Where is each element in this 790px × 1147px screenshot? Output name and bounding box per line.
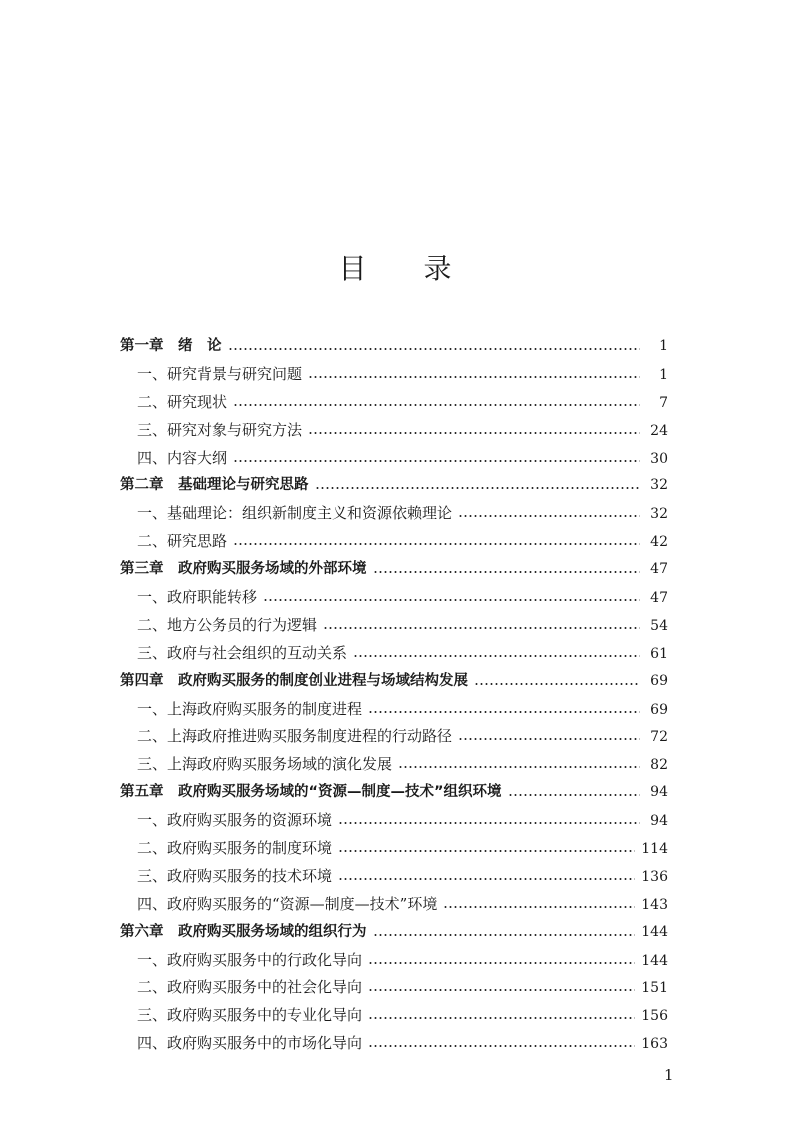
toc-entry-label: 一、政府购买服务的资源环境 bbox=[137, 811, 333, 830]
toc-entry-label: 一、政府购买服务中的行政化导向 bbox=[137, 950, 363, 969]
dot-leader bbox=[323, 627, 640, 629]
dot-leader bbox=[458, 515, 640, 517]
dot-leader bbox=[233, 404, 640, 406]
dot-leader bbox=[443, 906, 635, 908]
toc-section-entry bbox=[120, 723, 668, 751]
toc-section-entry bbox=[120, 751, 668, 779]
toc-entry-page: 42 bbox=[650, 534, 668, 551]
toc-entry-label: 三、政府与社会组织的互动关系 bbox=[137, 643, 348, 662]
toc-section-entry bbox=[120, 500, 668, 528]
toc-entry-page: 94 bbox=[650, 784, 668, 801]
toc-entry-label: 三、政府购买服务中的专业化导向 bbox=[137, 1006, 363, 1025]
toc-section-entry bbox=[120, 417, 668, 445]
toc-entry-page: 32 bbox=[650, 506, 668, 523]
toc-entry-label: 四、政府购买服务中的市场化导向 bbox=[137, 1034, 363, 1053]
toc-entry-page: 156 bbox=[641, 1008, 668, 1025]
toc-entry-page: 32 bbox=[650, 477, 668, 494]
dot-leader bbox=[263, 599, 640, 601]
toc-entry-label: 一、基础理论：组织新制度主义和资源依赖理论 bbox=[137, 504, 453, 523]
dot-leader bbox=[308, 376, 640, 378]
toc-section-entry bbox=[120, 947, 668, 975]
dot-leader bbox=[368, 1017, 635, 1019]
dot-leader bbox=[368, 989, 635, 991]
table-of-contents bbox=[120, 333, 668, 1058]
toc-entry-label: 二、研究现状 bbox=[137, 392, 228, 411]
page-title: 目 录 bbox=[338, 251, 476, 285]
toc-chapter-entry bbox=[120, 472, 668, 500]
toc-chapter-entry bbox=[120, 556, 668, 584]
toc-entry-page: 30 bbox=[650, 450, 668, 467]
toc-entry-page: 54 bbox=[650, 617, 668, 634]
dot-leader bbox=[353, 655, 640, 657]
dot-leader bbox=[308, 432, 640, 434]
toc-entry-page: 47 bbox=[650, 590, 668, 607]
toc-entry-label: 一、研究背景与研究问题 bbox=[137, 364, 303, 383]
toc-entry-page: 136 bbox=[641, 868, 668, 885]
toc-entry-page: 7 bbox=[659, 394, 668, 411]
toc-section-entry bbox=[120, 974, 668, 1002]
dot-leader bbox=[338, 850, 635, 852]
toc-entry-label: 一、政府职能转移 bbox=[137, 588, 258, 607]
toc-section-entry bbox=[120, 389, 668, 417]
toc-entry-label: 二、上海政府推进购买服务制度进程的行动路径 bbox=[137, 727, 453, 746]
toc-entry-label: 四、内容大纲 bbox=[137, 448, 228, 467]
toc-entry-label: 三、上海政府购买服务场域的演化发展 bbox=[137, 755, 393, 774]
dot-leader bbox=[368, 1045, 635, 1047]
dot-leader bbox=[398, 766, 640, 768]
toc-chapter-entry bbox=[120, 779, 668, 807]
toc-entry-label: 第三章 政府购买服务场域的外部环境 bbox=[120, 561, 367, 578]
toc-entry-page: 144 bbox=[641, 952, 668, 969]
toc-section-entry bbox=[120, 1002, 668, 1030]
toc-entry-page: 72 bbox=[650, 729, 668, 746]
toc-entry-page: 1 bbox=[659, 338, 668, 354]
toc-section-entry bbox=[120, 361, 668, 389]
dot-leader bbox=[338, 822, 640, 824]
toc-chapter-entry bbox=[120, 919, 668, 947]
dot-leader bbox=[338, 878, 635, 880]
toc-entry-page: 114 bbox=[641, 841, 668, 858]
dot-leader bbox=[458, 738, 640, 740]
toc-entry-label: 四、政府购买服务的“资源—制度—技术”环境 bbox=[137, 894, 438, 913]
dot-leader bbox=[228, 348, 641, 350]
dot-leader bbox=[233, 460, 640, 462]
toc-section-entry bbox=[120, 445, 668, 473]
toc-entry-label: 第五章 政府购买服务场域的“资源—制度—技术”组织环境 bbox=[120, 784, 502, 801]
toc-entry-page: 47 bbox=[650, 561, 668, 578]
toc-entry-page: 61 bbox=[650, 645, 668, 662]
toc-entry-page: 69 bbox=[650, 672, 668, 689]
dot-leader bbox=[233, 543, 640, 545]
dot-leader bbox=[373, 934, 636, 936]
toc-entry-page: 1 bbox=[659, 366, 668, 383]
toc-entry-page: 24 bbox=[650, 422, 668, 439]
toc-section-entry bbox=[120, 584, 668, 612]
toc-entry-label: 第六章 政府购买服务场域的组织行为 bbox=[120, 923, 367, 940]
toc-section-entry bbox=[120, 835, 668, 863]
toc-entry-label: 第二章 基础理论与研究思路 bbox=[120, 477, 309, 494]
dot-leader bbox=[474, 683, 640, 685]
dot-leader bbox=[368, 711, 640, 713]
toc-section-entry bbox=[120, 640, 668, 668]
toc-entry-label: 第一章 绪 论 bbox=[120, 338, 222, 354]
toc-section-entry bbox=[120, 612, 668, 640]
toc-entry-page: 94 bbox=[650, 813, 668, 830]
toc-entry-page: 163 bbox=[641, 1036, 668, 1053]
toc-chapter-entry bbox=[120, 668, 668, 696]
toc-entry-page: 151 bbox=[641, 980, 668, 997]
toc-section-entry bbox=[120, 696, 668, 724]
toc-entry-page: 69 bbox=[650, 701, 668, 718]
dot-leader bbox=[368, 962, 635, 964]
toc-section-entry bbox=[120, 891, 668, 919]
toc-entry-page: 82 bbox=[650, 757, 668, 774]
toc-entry-label: 三、政府购买服务的技术环境 bbox=[137, 866, 333, 885]
toc-entry-label: 二、政府购买服务的制度环境 bbox=[137, 839, 333, 858]
toc-entry-page: 143 bbox=[641, 896, 668, 913]
toc-section-entry bbox=[120, 1030, 668, 1058]
page-number: 1 bbox=[664, 1066, 674, 1084]
dot-leader bbox=[373, 571, 641, 573]
toc-entry-label: 一、上海政府购买服务的制度进程 bbox=[137, 699, 363, 718]
toc-section-entry bbox=[120, 528, 668, 556]
toc-entry-label: 二、政府购买服务中的社会化导向 bbox=[137, 978, 363, 997]
toc-section-entry bbox=[120, 807, 668, 835]
dot-leader bbox=[315, 487, 641, 489]
toc-entry-label: 二、研究思路 bbox=[137, 532, 228, 551]
toc-entry-page: 144 bbox=[641, 923, 668, 940]
toc-chapter-entry bbox=[120, 333, 668, 361]
toc-entry-label: 二、地方公务员的行为逻辑 bbox=[137, 615, 318, 634]
toc-entry-label: 三、研究对象与研究方法 bbox=[137, 420, 303, 439]
toc-entry-label: 第四章 政府购买服务的制度创业进程与场域结构发展 bbox=[120, 672, 468, 689]
toc-section-entry bbox=[120, 863, 668, 891]
dot-leader bbox=[508, 794, 640, 796]
